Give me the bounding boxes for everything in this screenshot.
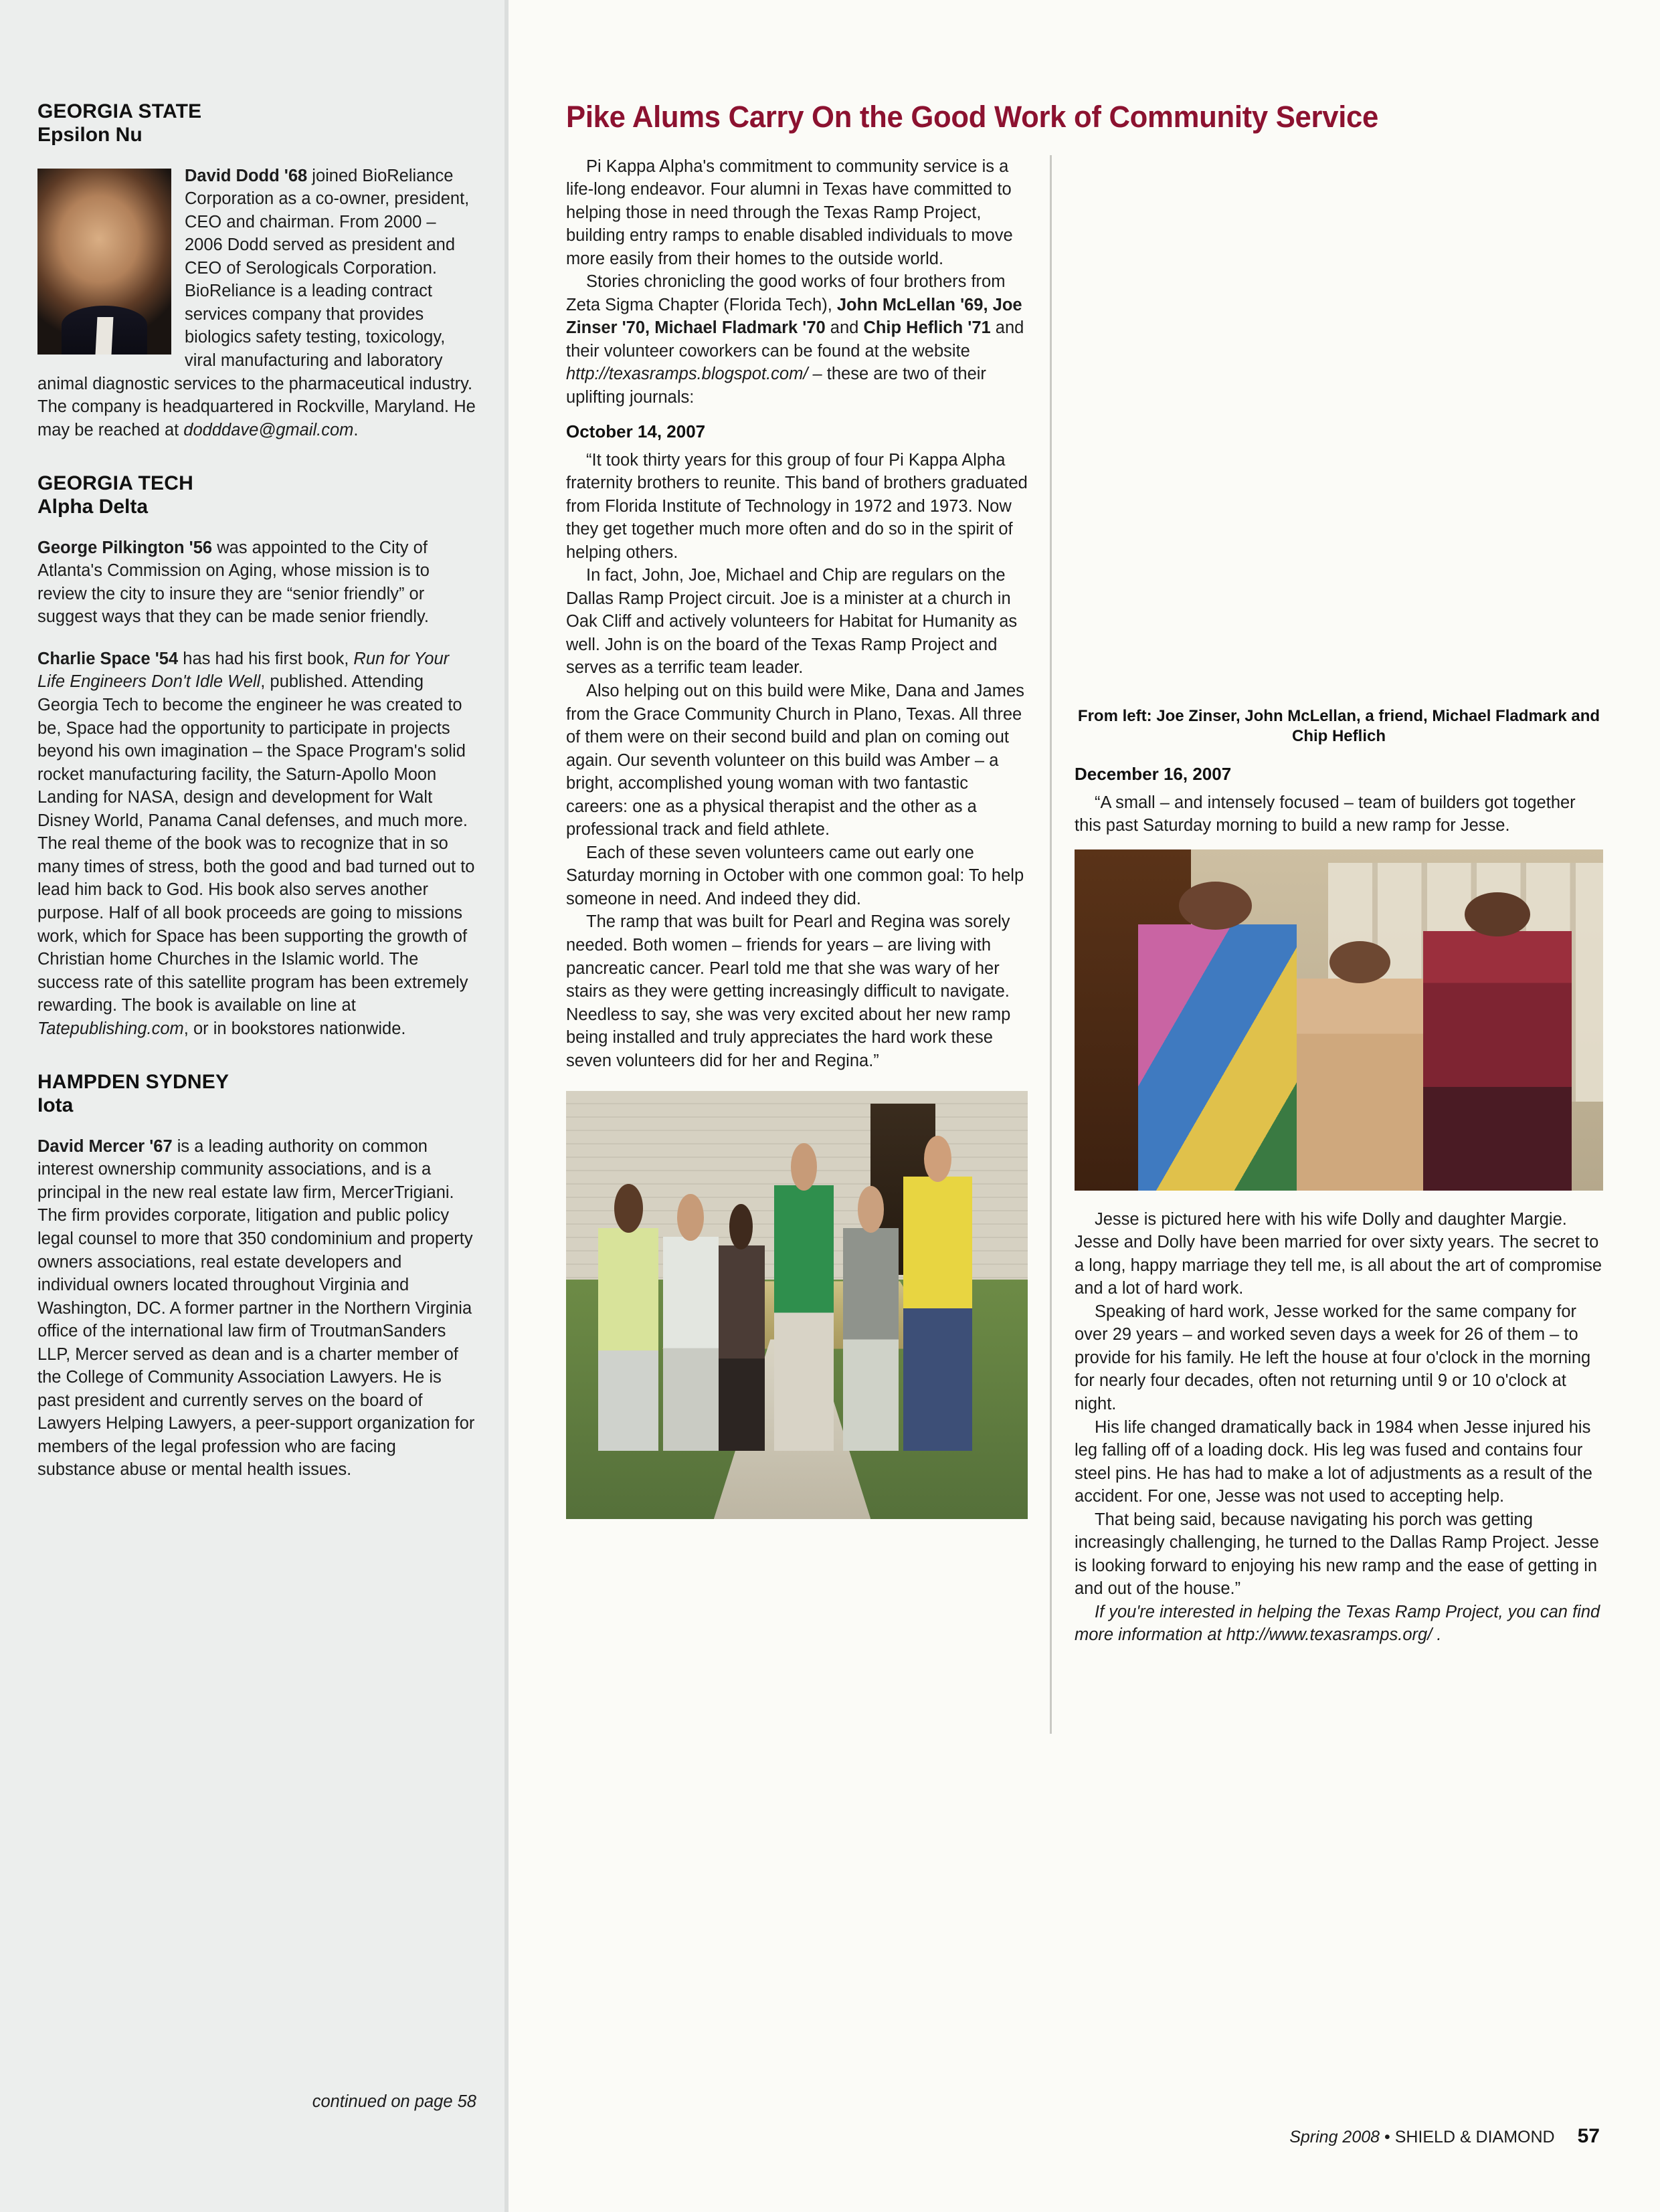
continued-on-page-note: continued on page 58 — [312, 2092, 476, 2111]
article-column-middle — [566, 155, 1028, 1520]
article-paragraph: The ramp that was built for Pearl and Regina was sorely needed. Both women – friends for years – are living with pancreatic cancer. Pearl told me that she was wary of her stairs as they were getting increasingly difficult to navigate. Needless to say, she was very excited about her new ramp being installed and truly appreciates the hard work these seven volunteers did for her and Regina.” — [566, 912, 1011, 1070]
photo-person-dolly — [1423, 931, 1571, 1191]
footer-page-number: 57 — [1577, 2125, 1600, 2147]
chapter-greek-name: Iota — [37, 1094, 74, 1117]
alumni-note-text-before-title: has had his first book, — [178, 649, 354, 668]
footer-issue: Spring 2008 — [1289, 2128, 1380, 2146]
photo-volunteer — [719, 1245, 765, 1451]
article-paragraph: Each of these seven volunteers came out early one Saturday morning in October with one common goal: To help someone in need. And indeed they did. — [566, 843, 1024, 908]
book-title: Run for Your Life Engineers Don't Idle Well — [37, 649, 450, 692]
article-paragraph: In fact, John, Joe, Michael and Chip are regulars on the Dallas Ramp Project circuit. Joe is a minister at a church in Oak Cliff and actively volunteers for Habitat for Humanity as well. John is on the board of the Texas Ramp Project and serves as a terrific team leader. — [566, 566, 1018, 678]
alumni-note — [37, 647, 476, 1040]
alumnus-portrait-photo — [37, 169, 171, 355]
photo-volunteer — [843, 1228, 899, 1451]
and-word: and — [825, 318, 864, 338]
photo-volunteer — [774, 1185, 834, 1451]
texas-ramps-blog-url[interactable]: http://texasramps.blogspot.com/ — [566, 365, 808, 384]
chapter-block-georgia-state — [37, 100, 476, 441]
article-paragraph: “It took thirty years for this group of four Pi Kappa Alpha fraternity brothers to reunite. This band of brothers graduated from Florida Institute of Technology in 1972 and 1973. Now they get together much more often and do so in the spirit of helping others. — [566, 450, 1028, 562]
article-paragraph: Jesse is pictured here with his wife Dolly and daughter Margie. Jesse and Dolly have been married for over sixty years. The secret to a long, happy marriage they tell me, is all about the art of compromise and a lot of hard work. — [1075, 1209, 1602, 1298]
stories-lead-before: Stories chronicling the good works of four brothers from Zeta Sigma Chapter (Florida Tech), — [566, 272, 1006, 314]
journal-date-heading: December 16, 2007 — [1075, 763, 1232, 784]
alumni-note-tail: . — [353, 420, 359, 439]
article-headline: Pike Alums Carry On the Good Work of Community Service — [566, 100, 1379, 134]
article-closing-note: If you're interested in helping the Texas Ramp Project, you can find more information at http://www.texasramps.org/ . — [1075, 1602, 1600, 1645]
alumnus-name: David Dodd '68 — [185, 166, 308, 185]
article-paragraph: Pi Kappa Alpha's commitment to community service is a life-long endeavor. Four alumni in Texas have committed to helping those in need through the Texas Ramp Project, building entry ramps to enable disabled individuals to move more easily from their homes to the outside world. — [566, 157, 1013, 268]
chapter-greek-name: Epsilon Nu — [37, 123, 143, 146]
alumni-note — [37, 536, 476, 629]
chapter-block-hampden-sydney — [37, 1071, 476, 1482]
porch-group-photo-caption: From left: Joe Zinser, John McLellan, a friend, Michael Fladmark and Chip Heflich — [1077, 706, 1600, 745]
photo-spacer — [1075, 155, 1603, 697]
article-paragraph: Speaking of hard work, Jesse worked for the same company for over 29 years – and worked seven days a week for 26 of them – to provide for his family. He left the house at four o'clock in the morning for nearly four decades, often not returning until 9 or 10 o'clock at night. — [1075, 1302, 1591, 1413]
alumnus-name: Charlie Space '54 — [37, 649, 179, 668]
ramp-build-photo — [566, 1091, 1028, 1519]
article-main — [529, 0, 1660, 2212]
photo-volunteer — [663, 1237, 719, 1451]
chapter-school-name: HAMPDEN SYDNEY — [37, 1071, 229, 1094]
article-paragraph: “A small – and intensely focused – team of builders got together this past Saturday morning to build a new ramp for Jesse. — [1075, 793, 1576, 835]
photo-person-jesse — [1297, 979, 1424, 1190]
chapter-block-georgia-tech — [37, 472, 476, 1040]
photo-volunteer — [903, 1177, 973, 1451]
article-paragraph: His life changed dramatically back in 1984 when Jesse injured his leg falling off of a loading dock. His leg was fused and contains four steel pins. He has had to make a lot of adjustments as a result of the accident. For one, Jesse was not used to accepting help. — [1075, 1417, 1592, 1506]
journal-date-heading: October 14, 2007 — [566, 421, 706, 441]
alumnus-name: George Pilkington '56 — [37, 538, 213, 557]
chapter-notes-sidebar — [0, 0, 509, 2212]
photo-spacer — [1075, 1191, 1603, 1208]
chapter-greek-name: Alpha Delta — [37, 495, 149, 518]
alumni-note-tail: , or in bookstores nationwide. — [183, 1019, 406, 1038]
alumni-note-text: is a leading authority on common interest ownership community associations, and is a principal in the new real estate law firm, MercerTrigiani. The firm provides corporate, litigation and public policy legal counsel to more that 350 condominium and property owners associations, real estate developers and individual owners located throughout Virginia and Washington, DC. A former partner in the Northern Virginia office of the international law firm of TroutmanSanders LLP, Mercer served as dean and is a charter member of the College of Community Association Lawyers. He is past president and currently serves on the board of Lawyers Helping Lawyers, a peer-support organization for members of the legal profession who are facing substance abuse or mental health issues. — [37, 1136, 475, 1480]
alumni-note-text: was appointed to the City of Atlanta's Commission on Aging, whose mission is to review the city to insure they are “senior friendly” or suggest ways that they can be made senior friendly. — [37, 538, 430, 627]
article-paragraph: That being said, because navigating his porch was getting increasingly challenging, he turned to the Dallas Ramp Project. Jesse is looking forward to enjoying his new ramp and the ease of getting in and out of the house.” — [1075, 1510, 1599, 1599]
chapter-school-name: GEORGIA STATE — [37, 100, 202, 122]
brother-names: John McLellan '69, Joe Zinser '70, Michael Fladmark '70 — [566, 295, 1022, 338]
chapter-school-name: GEORGIA TECH — [37, 472, 193, 495]
alumnus-email: dodddave@gmail.com — [183, 420, 354, 439]
article-paragraph: Also helping out on this build were Mike, Dana and James from the Grace Community Church in Plano, Texas. All three of them were on their second build and plan on coming out again. Our seventh volunteer on this build was Amber – a bright, accomplished young woman with two fantastic careers: one as a physical therapist and the other as a professional track and field athlete. — [566, 681, 1024, 839]
stories-lead-after: and their volunteer coworkers can be found at the website — [566, 318, 1024, 361]
article-column-right — [1075, 155, 1603, 1647]
alumni-note-text: joined BioReliance Corporation as a co-owner, president, CEO and chairman. From 2000 – 2006 Dodd served as president and CEO of Serologicals Corporation. BioReliance is a leading contract services company that provides biologics safety testing, toxicology, viral manufacturing and laboratory animal diagnostic services to the pharmaceutical industry. The company is headquartered in Rockville, Maryland. He may be reached at — [37, 166, 476, 439]
alumnus-name: David Mercer '67 — [37, 1136, 173, 1156]
photo-volunteer — [598, 1228, 658, 1451]
publisher-website: Tatepublishing.com — [37, 1019, 184, 1038]
jesse-family-photo — [1075, 849, 1603, 1191]
alumni-note — [37, 1135, 476, 1482]
alumni-note-text-after-title: , published. Attending Georgia Tech to become the engineer he was created to be, Space had the opportunity to participate in projects beyond his own imagination – the Space Program's solid rocket manufacturing facility, the Saturn-Apollo Moon Landing for NASA, design and development for Walt Disney World, Panama Canal defenses, and much more. The real theme of the book was to recognize that in so many times of stress, both the good and bad turned out to lead him back to God. His book also serves another purpose. Half of all book proceeds are going to missions work, which for Space has been supporting the growth of Christian home Churches in the Islamic world. The success rate of this satellite program has been extremely rewarding. The book is available on line at — [37, 672, 475, 1015]
footer-publication-line — [1289, 2128, 1554, 2147]
footer-separator: • — [1380, 2128, 1395, 2146]
footer-publication: SHIELD & DIAMOND — [1394, 2128, 1555, 2146]
stories-lead-tail: – these are two of their uplifting journals: — [566, 365, 986, 407]
page-footer — [1289, 2125, 1600, 2148]
brother-name-last: Chip Heflich '71 — [863, 318, 991, 338]
article-paragraph-stories-lead — [566, 270, 1028, 409]
photo-person-margie — [1138, 924, 1297, 1191]
